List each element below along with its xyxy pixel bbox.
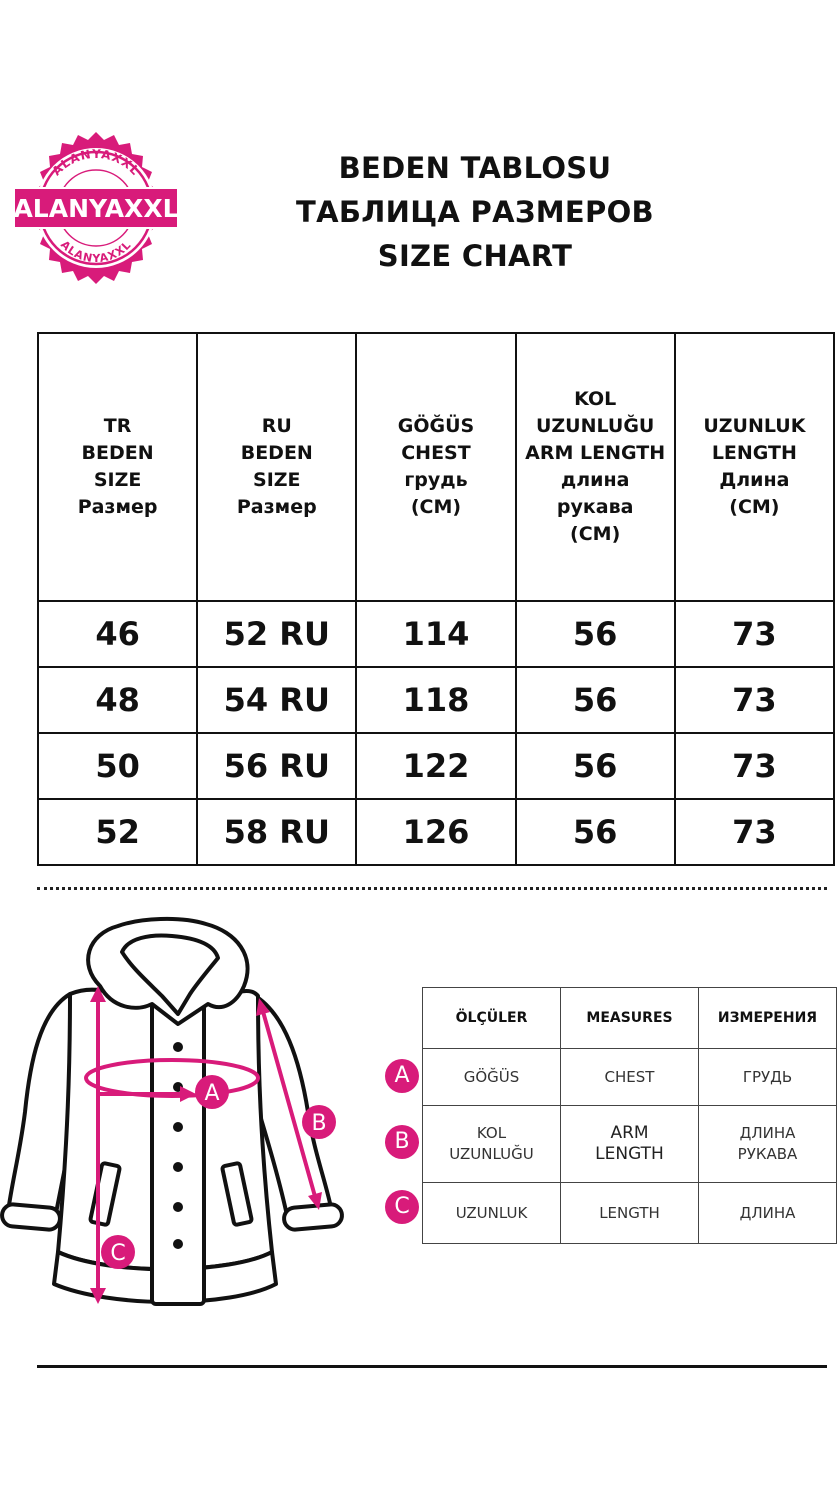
cell-tr-size: 48 [38,667,197,733]
measure-legend-table [422,987,837,1244]
coat-illustration [0,912,345,1312]
legend-badge-a: A [385,1059,419,1093]
logo-ring-text-top: ALANYAXXL [49,146,143,179]
cell-chest: 122 [356,733,515,799]
cell-chest: 114 [356,601,515,667]
cell-length: 73 [675,667,834,733]
header-tr-size: TR BEDEN SIZE Размер [38,333,197,601]
cell-arm-length: 56 [516,601,675,667]
header-length: UZUNLUK LENGTH Длина (CM) [675,333,834,601]
cell-chest: 126 [356,799,515,865]
title-tr: BEDEN TABLOSU [338,151,612,185]
legend-badge-b: B [385,1125,419,1159]
coat-left-cuff [1,1204,61,1231]
size-table [37,332,835,866]
cell-tr-size: 52 [38,799,197,865]
cell-arm-length: 56 [516,799,675,865]
cell-ru-size: 58 RU [197,799,356,865]
measure-ru: ДЛИНА [699,1183,837,1244]
title-en: SIZE CHART [377,239,573,273]
diagram-label-b: B [311,1111,327,1136]
cell-chest: 118 [356,667,515,733]
cell-tr-size: 50 [38,733,197,799]
dotted-divider [37,887,827,890]
table-row [38,799,834,865]
measure-en: ARM LENGTH [561,1106,699,1183]
header-measures: MEASURES [561,988,699,1049]
cell-length: 73 [675,733,834,799]
cell-length: 73 [675,799,834,865]
size-table-header-row [38,333,834,601]
header-ru-size: RU BEDEN SIZE Размер [197,333,356,601]
cell-arm-length: 56 [516,667,675,733]
measure-row-chest [423,1049,837,1106]
measure-tr: KOL UZUNLUĞU [423,1106,561,1183]
brand-stamp-logo [10,128,182,288]
table-row [38,733,834,799]
title-ru: ТАБЛИЦА РАЗМЕРОВ [296,195,654,229]
cell-arm-length: 56 [516,733,675,799]
page-title [230,146,720,278]
header-arm-length: KOL UZUNLUĞU ARM LENGTH длина рукава (CM) [516,333,675,601]
header-olculer: ÖLÇÜLER [423,988,561,1049]
cell-ru-size: 52 RU [197,601,356,667]
cell-tr-size: 46 [38,601,197,667]
cell-ru-size: 56 RU [197,733,356,799]
bottom-divider [37,1365,827,1368]
coat-right-cuff [283,1204,343,1231]
measure-tr: GÖĞÜS [423,1049,561,1106]
cell-ru-size: 54 RU [197,667,356,733]
measure-ru: ДЛИНА РУКАВА [699,1106,837,1183]
measure-header-row [423,988,837,1049]
measure-ru: ГРУДЬ [699,1049,837,1106]
logo-ring-text-bottom: ALANYAXXL [57,238,135,266]
measure-en: LENGTH [561,1183,699,1244]
measure-row-arm [423,1106,837,1183]
diagram-label-a: A [204,1081,220,1106]
legend-badge-c: C [385,1190,419,1224]
table-row [38,601,834,667]
measure-row-length [423,1183,837,1244]
measure-tr: UZUNLUK [423,1183,561,1244]
header-izmereniya: ИЗМЕРЕНИЯ [699,988,837,1049]
cell-length: 73 [675,601,834,667]
stamp-seal [13,132,178,284]
measure-en: CHEST [561,1049,699,1106]
header-chest: GÖĞÜS CHEST грудь (CM) [356,333,515,601]
diagram-label-c: C [110,1241,126,1266]
table-row [38,667,834,733]
logo-text: ALANYAXXL [13,194,179,223]
